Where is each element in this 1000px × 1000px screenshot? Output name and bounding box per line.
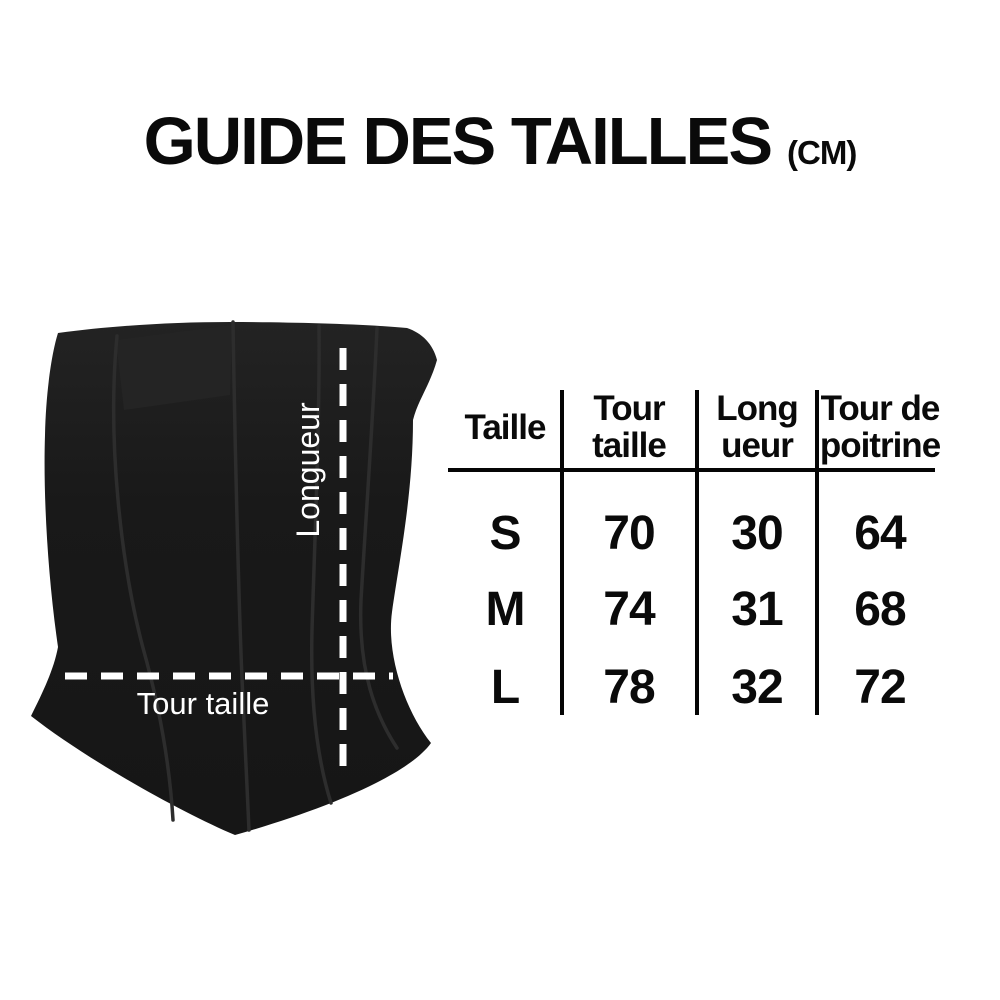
header-line: Tour [593, 389, 665, 428]
cell-l-tour-taille: 78 [603, 660, 655, 714]
header-line: Long [716, 389, 798, 428]
header-line: poitrine [819, 426, 941, 465]
header-line: taille [592, 426, 666, 465]
header-line: Taille [464, 407, 546, 447]
waist-measure-label: Tour taille [136, 686, 270, 721]
size-table [448, 388, 941, 722]
cell-m-tour-taille: 74 [603, 582, 655, 636]
cell-s-tour-taille: 70 [603, 506, 655, 560]
column-header-taille [440, 388, 570, 466]
header-line: ueur [721, 426, 793, 465]
header-line: Tour de [820, 389, 940, 428]
cell-s-tour-de-poitrine: 64 [854, 506, 906, 560]
title-unit-label: (CM) [787, 134, 857, 171]
size-label-m: M [485, 582, 525, 636]
size-label-s: S [489, 506, 521, 560]
cell-m-tour-de-poitrine: 68 [854, 582, 906, 636]
cell-l-longueur: 32 [731, 660, 783, 714]
column-header-tour-de-poitrine [805, 388, 955, 466]
table-header-rule [448, 468, 935, 472]
column-header-tour-taille [564, 388, 694, 466]
title-text: GUIDE DES TAILLES [143, 104, 772, 179]
cell-m-longueur: 31 [731, 582, 783, 636]
cell-s-longueur: 30 [731, 506, 783, 560]
page-title [0, 106, 1000, 186]
length-measure-label: Longueur [290, 402, 326, 538]
corset-diagram [20, 300, 460, 860]
cell-l-tour-de-poitrine: 72 [854, 660, 906, 714]
column-header-longueur [692, 388, 822, 466]
corset-illustration [20, 300, 460, 860]
size-label-l: L [490, 660, 520, 714]
